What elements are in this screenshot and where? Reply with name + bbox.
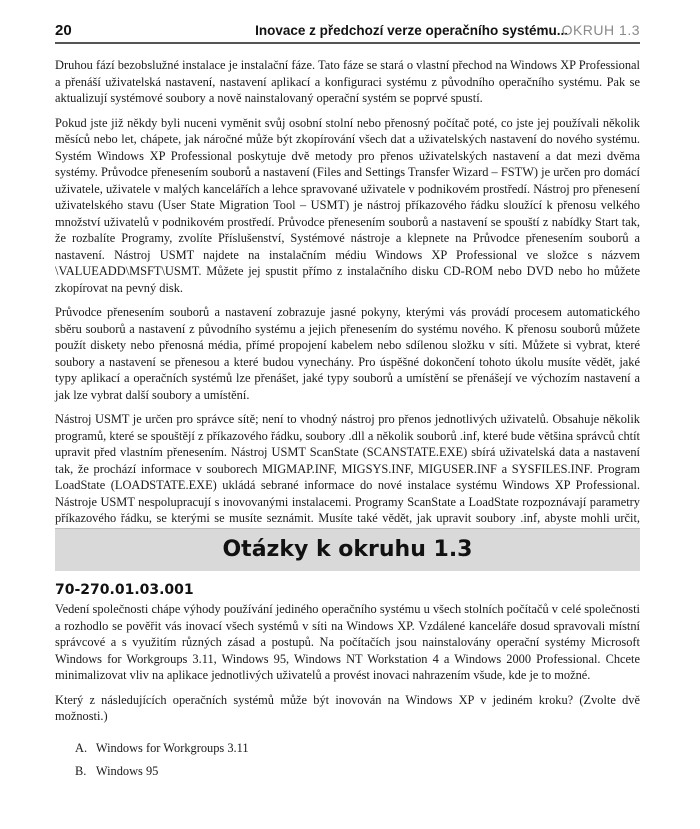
option-text: Windows 95 <box>95 764 159 778</box>
paragraph: Druhou fází bezobslužné instalace je instalační fáze. Tato fáze se stará o vlastní přechod na Windows XP Professional a přenáší uživatelská nastavení, nastavení aplikací a konfiguraci systému z původního operačního systému. Pak se aktualizují systémové soubory a nově nainstalovaný operační systém se poprvé spustí. <box>55 58 640 105</box>
answer-option <box>75 760 635 783</box>
question-prompt: Který z následujících operačních systémů může být inovován na Windows XP v jediném kroku? (Zvolte dvě možnosti.) <box>55 692 640 723</box>
header-rule <box>55 42 640 44</box>
option-letter: A. <box>75 741 88 755</box>
section-label: OKRUH 1.3 <box>561 22 640 38</box>
running-title: Inovace z předchozí verze operačního systému... <box>255 23 568 38</box>
question-scenario: Vedení společnosti chápe výhody používání jediného operačního systému u všech stolních počítačů v celé společnosti a rozhodlo se pověřit vás inovací všech systémů v síti na Windows XP. Vzdálené kanceláře dosud spravovali místní správcové a s využitím různých zásad a postupů. Na počítačích jsou nainstalovány operační systémy Microsoft Windows for Workgroups 3.11, Windows 95, Windows NT Workstation 4 a Windows 2000 Professional. Chcete minimalizovat vliv na aplikace jednotlivých uživatelů a provést inovaci nahrazením všude, kde je to možné. <box>55 602 640 682</box>
option-letter: B. <box>75 764 87 778</box>
running-header <box>55 20 640 40</box>
paragraph: Nástroj USMT je určen pro správce sítě; není to vhodný nástroj pro přenos jednotlivých uživatelů. Obsahuje několik programů, které se spouštějí z příkazového řádku, soubory .dll a několik souborů .inf, které bude většina správců chtít upravit před vlastním přenesením. Nástroj USMT ScanState (SCANSTATE.EXE) sbírá uživatelská data a nastavení tak, že prochází informace v souborech MIGMAP.INF, MIGSYS.INF, MIGUSER.INF a SYSFILES.INF. Program LoadState (LOADSTATE.EXE) ukládá sebrané informace do nové instalace systému Windows XP Professional. Nástroje USMT nespolupracují s inovovanými instalacemi. Programy ScanState a LoadState rozpoznávají parametry příkazového řádku, se kterými se musíte seznámit. Musíte také vědět, jak upravit soubory .inf, abyste mohli určit, <box>55 412 640 525</box>
question-id: 70-270.01.03.001 <box>55 582 194 598</box>
question-body <box>55 601 640 733</box>
option-text: Windows for Workgroups 3.11 <box>95 741 249 755</box>
paragraph: Pokud jste již někdy byli nuceni vyměnit svůj osobní stolní nebo přenosný počítač poté, co jste jej používali několik měsíců nebo let, chápete, jak náročné může být zkopírování všech dat a uživatelských nastavení do nového systému. Systém Windows XP Professional poskytuje dvě metody pro přenos uživatelských nastavení a dat mezi dvěma systémy. Průvodce přenesením souborů a nastavení (Files and Settings Transfer Wizard – FSTW) je určen pro domácí uživatele, uživatele v malých kancelářích a lehce spravované uživatele v podnikovém prostředí. Nástroj pro přenesení uživatelského stavu (User State Migration Tool – USMT) je nástroj příkazového řádku sloužící k přenosu velkého množství uživatelů v podnikovém prostředí. Průvodce přenesením souborů a nastavení se spouští z nabídky Start tak, že rozbalíte Programy, zvolíte Příslušenství, Systémové nástroje a klepnete na Průvodce přenesením souborů a nastavení. Nástroj USMT najdete na instalačním médiu Windows XP Professional ve složce s názvem \VALUEADD\MSFT\USMT. Můžete jej spustit přímo z instalačního disku CD-ROM nebo DVD nebo ho můžete zkopírovat na pevný disk. <box>55 115 640 295</box>
answer-options <box>75 737 635 783</box>
body-text <box>55 57 640 551</box>
paragraph: Průvodce přenesením souborů a nastavení zobrazuje jasné pokyny, kterými vás provádí procesem automatického sběru souborů a nastavení z původního systému a jejich přenesením do systému nového. K přenosu souborů můžete použít diskety nebo přenosná média, přímé propojení kabelem nebo sdílenou složku v síti. Můžete si vybrat, které soubory a nastavení se přenesou a které budou vynechány. Pro úspěšné dokončení tohoto úkolu musíte vědět, jaké typy aplikací a operačních systémů lze přenášet, jaké typy souborů a umístění se přenášejí ve výchozím nastavení a jak lze vybrat další soubory a umístění. <box>55 305 640 402</box>
answer-option <box>75 737 635 760</box>
section-banner: Otázky k okruhu 1.3 <box>55 528 640 571</box>
page-number: 20 <box>55 22 72 39</box>
